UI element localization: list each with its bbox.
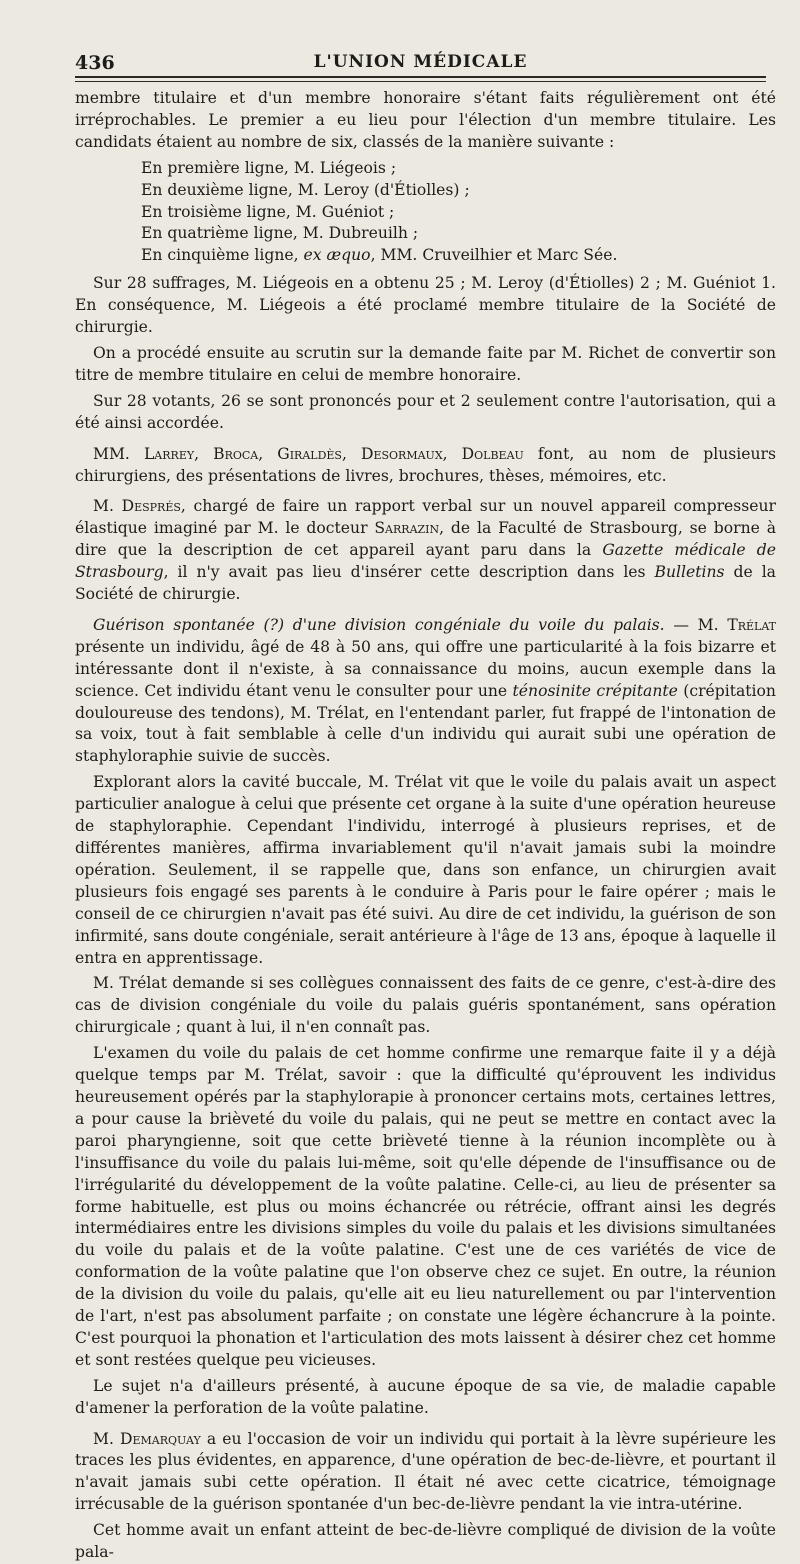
paragraph-presentations: MM. Larrey, Broca, Giraldès, Desormaux, Dolbeau font, au nom de plusieurs chirurgiens, des présentations de livres, brochures, thèses, mémoires, etc.: [75, 444, 776, 485]
paragraph-vote-result: Sur 28 suffrages, M. Liégeois en a obtenu 25 ; M. Leroy (d'Étiolles) 2 ; M. Guéniot 1. En conséquence, M. Liégeois a été proclamé membre titulaire de la Société de chirurgie.: [75, 274, 776, 337]
running-head: [75, 52, 766, 78]
paragraph-last: Cet homme avait un enfant atteint de bec-de-lièvre compliqué de division de la voûte pala-: [75, 1521, 776, 1562]
paragraph-demarquay: M. Demarquay a eu l'occasion de voir un individu qui portait à la lèvre supérieure les traces les plus évidentes, en apparence, d'une opération de bec-de-lièvre, et pourtant il n'avait jamais subi cette opération. Il était né avec cette cicatrice, témoignage irrécusable de la guérison spontanée d'un bec-de-lièvre pendant la vie intra-utérine.: [75, 1429, 776, 1514]
paragraph-guerison: Guérison spontanée (?) d'une division congéniale du voile du palais. — M. Trélat présente un individu, âgé de 48 à 50 ans, qui offre une particularité à la fois bizarre et intéressante dont il n'existe, à sa connaissance du moins, aucun exemple dans la science. Cet individu étant venu le consulter pour une ténosinite crépitante (crépitation douloureuse des tendons), M. Trélat, en l'entendant parler, fut frappé de l'intonation de sa voix, tout à fait semblable à celle d'un individu qui aurait subi une opération de staphyloraphie suivie de succès.: [75, 615, 777, 766]
section-title: Guérison spontanée (?) d'une division congéniale du voile du palais.: [93, 615, 665, 634]
rank-item: En troisième ligne, M. Guéniot ;: [141, 202, 395, 221]
paragraph-examen: L'examen du voile du palais de cet homme confirme une remarque faite il y a déjà quelque temps par M. Trélat, savoir : que la difficulté qu'éprouvent les individus heureusement opérés par la staphylorapie à prononcer certains mots, certaines lettres, a pour cause la brièveté du voile du palais, qui ne peut se mettre en contact avec la paroi pharyngienne, soit que cette brièveté tienne à la réunion incomplète ou à l'insuffisance du voile du palais lui-même, soit qu'elle dépende de l'insuffisance ou de l'irrégularité du développement de la voûte palatine. Celle-ci, au lieu de présenter sa forme habituelle, est plus ou moins échancrée ou rétrécie, offrant ainsi les degrés intermédiaires entre les divisions simples du voile du palais et les divisions simultanées du voile du palais et de la voûte palatine. C'est une de ces variétés de vice de conformation de la voûte palatine que l'on observe chez ce sujet. En outre, la réunion de la division du voile du palais, qu'elle ait eu lieu naturellement ou par l'intervention de l'art, n'est pas absolument parfaite ; on constate une légère échancrure à la pointe. C'est pourquoi la phonation et l'articulation des mots laissent à désirer chez cet homme et sont restées quelque peu vicieuses.: [75, 1044, 776, 1369]
paragraph-explorant: Explorant alors la cavité buccale, M. Trélat vit que le voile du palais avait un aspect particulier analogue à celui que présente cet organe à la suite d'une opération heureuse de staphyloraphie. Cependant l'individu, interrogé à plusieurs reprises, et de différentes manières, affirma invariablement qu'il n'avait jamais subi la moindre opération. Seulement, il se rappelle que, dans son enfance, un chirurgien avait plusieurs fois engagé ses parents à le conduire à Paris pour le faire opérer ; mais le conseil de ce chirurgien n'avait pas été suivi. Au dire de cet individu, la guérison de son infirmité, sans doute congéniale, serait antérieure à l'âge de 13 ans, époque à laquelle il entra en apprentissage.: [75, 773, 776, 967]
paragraph-despres: M. Després, chargé de faire un rapport verbal sur un nouvel appareil compresseur élastique imaginé par M. le docteur Sarrazin, de la Faculté de Strasbourg, se borne à dire que la description de cet appareil ayant paru dans la Gazette médicale de Strasbourg, il n'y avait pas lieu d'insérer cette description dans les Bulletins de la Société de chirurgie.: [75, 497, 776, 604]
article-body: [75, 88, 776, 1564]
rank-item: En deuxième ligne, M. Leroy (d'Étiolles) ;: [141, 180, 470, 199]
candidate-ranking-list: [141, 158, 776, 268]
paragraph-votants: Sur 28 votants, 26 se sont prononcés pour et 2 seulement contre l'autorisation, qui a été ainsi accordée.: [75, 391, 776, 432]
paragraph-election-intro: membre titulaire et d'un membre honoraire s'étant faits régulièrement ont été irréprochables. Le premier a eu lieu pour l'élection d'un membre titulaire. Les candidats étaient au nombre de six, classés de la manière suivante :: [75, 89, 776, 151]
paragraph-sujet: Le sujet n'a d'ailleurs présenté, à aucune époque de sa vie, de maladie capable d'amener la perforation de la voûte palatine.: [75, 1376, 776, 1417]
journal-title: L'UNION MÉDICALE: [313, 52, 528, 72]
header-rule: [75, 81, 766, 82]
rank-item: En première ligne, M. Liégeois ;: [141, 158, 397, 177]
rank-item: En quatrième ligne, M. Dubreuilh ;: [141, 224, 419, 243]
paragraph-demande: M. Trélat demande si ses collègues connaissent des faits de ce genre, c'est-à-dire des cas de division congéniale du voile du palais guéris spontanément, sans opération chirurgicale ; quant à lui, il n'en connaît pas.: [75, 974, 776, 1037]
rank-item: En cinquième ligne, ex æquo, MM. Cruveilhier et Marc Sée.: [141, 246, 618, 265]
paragraph-richet: On a procédé ensuite au scrutin sur la demande faite par M. Richet de convertir son titre de membre titulaire en celui de membre honoraire.: [75, 343, 776, 384]
page-number: 436: [75, 52, 115, 74]
